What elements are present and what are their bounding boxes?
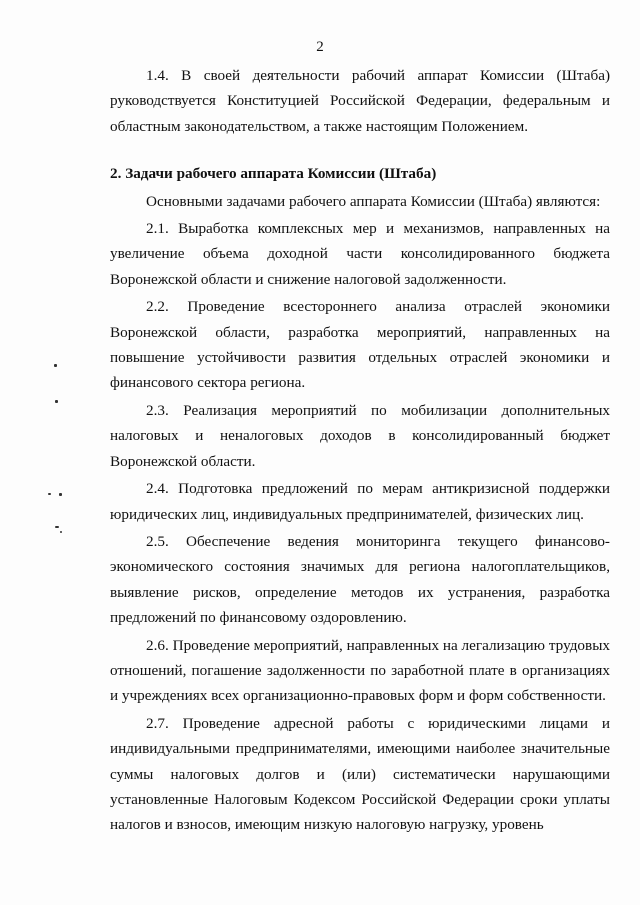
scan-speck xyxy=(54,364,57,367)
paragraph-2-2: 2.2. Проведение всестороннего анализа отраслей экономики Воронежской области, разработка мероприятий, направленных на повышение устойчивости развития отдельных отраслей экономики и финансового сектора региона. xyxy=(110,298,610,392)
scan-speck xyxy=(48,493,51,495)
paragraph-2-4: 2.4. Подготовка предложений по мерам антикризисной поддержки юридических лиц, индивидуальных предпринимателей, физических лиц. xyxy=(110,480,610,523)
paragraph-1-4: 1.4. В своей деятельности рабочий аппарат Комиссии (Штаба) руководствуется Конституцией Российской Федерации, федеральным и областным законодательством, а также настоящим Положением. xyxy=(110,67,610,135)
paragraph-2-1: 2.1. Выработка комплексных мер и механизмов, направленных на увеличение объема доходной части консолидированного бюджета Воронежской области и снижение налоговой задолженности. xyxy=(110,220,610,288)
scan-speck xyxy=(59,493,62,496)
paragraph-2-5: 2.5. Обеспечение ведения мониторинга текущего финансово-экономического состояния значимых для региона налогоплательщиков, выявление рисков, определение методов их устранения, разработка предложений по финансовому оздоровлению. xyxy=(110,532,610,627)
page-number: 2 xyxy=(316,39,324,55)
section-heading: 2. Задачи рабочего аппарата Комиссии (Штаба) xyxy=(110,165,437,183)
scan-margin-marks xyxy=(0,0,90,905)
document-body xyxy=(110,63,610,838)
section-intro: Основными задачами рабочего аппарата Комиссии (Штаба) являются: xyxy=(146,192,601,210)
scan-speck xyxy=(55,400,58,403)
paragraph-2-7: 2.7. Проведение адресной работы с юридическими лицами и индивидуальными предпринимателями, имеющими наиболее значительные суммы налоговых долгов и (или) систематически нарушающими установленные Налоговым Кодексом Российской Федерации сроки уплаты налогов и взносов, имеющим низкую налоговую нагрузку, уровень xyxy=(110,714,610,834)
scan-speck xyxy=(55,526,59,528)
scan-speck xyxy=(60,531,62,533)
paragraph-2-6: 2.6. Проведение мероприятий, направленных на легализацию трудовых отношений, погашение задолженности по заработной плате в организациях и учреждениях всех организационно-правовых форм и форм собственности. xyxy=(110,636,610,705)
paragraph-2-3: 2.3. Реализация мероприятий по мобилизации дополнительных налоговых и неналоговых доходов в консолидированный бюджет Воронежской области. xyxy=(110,401,610,470)
